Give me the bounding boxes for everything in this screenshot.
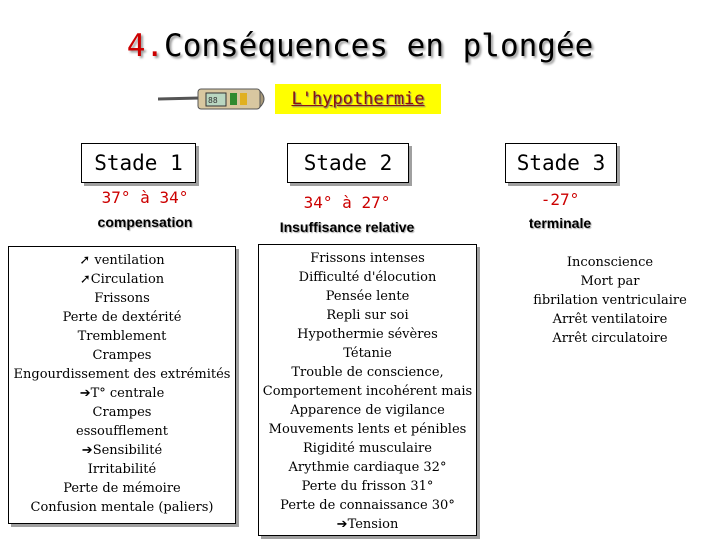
svg-text:88: 88	[208, 96, 218, 105]
sign-item: Apparence de vigilance	[290, 403, 445, 418]
sign-item: Frissons intenses	[310, 251, 425, 266]
sign-item: Arythmie cardiaque 32°	[288, 460, 447, 475]
stage-2-phase: Insuffisance relative	[279, 219, 415, 235]
stage-2-label: Stade 2	[287, 143, 409, 183]
sign-item: fibrilation ventriculaire	[533, 293, 687, 308]
sign-item: Perte du frisson 31°	[301, 479, 434, 494]
sign-item: ➔Sensibilité	[81, 443, 163, 458]
sign-item: Rigidité musculaire	[303, 441, 432, 456]
stage-3-temperature: -27°	[540, 190, 580, 209]
sign-item: ➚ ventilation	[79, 253, 165, 268]
sign-item: Repli sur soi	[326, 308, 409, 323]
sign-item: Tremblement	[77, 329, 167, 344]
sign-item: ➚Circulation	[79, 272, 165, 287]
sign-item: Arrêt ventilatoire	[552, 312, 668, 327]
stage-3-phase: terminale	[528, 215, 592, 231]
stage-3-signs	[515, 253, 705, 348]
page-title	[0, 28, 720, 64]
title-number: 4.	[126, 28, 165, 64]
sign-item: Perte de dextérité	[62, 310, 182, 325]
sign-item: Arrêt circulatoire	[552, 331, 668, 346]
sign-item: Pensée lente	[325, 289, 410, 304]
sign-item: Mouvements lents et pénibles	[268, 422, 467, 437]
sign-item: essoufflement	[76, 424, 168, 439]
stage-1-label: Stade 1	[81, 143, 196, 183]
sign-item: Trouble de conscience,	[291, 365, 444, 380]
stage-1-temperature: 37° à 34°	[101, 188, 189, 207]
sign-item: ➔T° centrale	[79, 386, 165, 401]
sign-item: Comportement incohérent mais	[262, 384, 473, 399]
sign-item: Inconscience	[566, 255, 654, 270]
subtitle: L'hypothermie	[275, 84, 441, 114]
stage-1-signs	[8, 246, 236, 524]
sign-item: Irritabilité	[87, 462, 157, 477]
sign-item: Difficulté d'élocution	[298, 270, 437, 285]
sign-item: Crampes	[92, 348, 152, 363]
sign-item: Confusion mentale (paliers)	[30, 500, 214, 515]
sign-item: Hypothermie sévères	[297, 327, 438, 342]
sign-item: Engourdissement des extrémités	[13, 367, 231, 382]
stage-1-phase: compensation	[97, 214, 193, 230]
thermometer-icon	[158, 85, 268, 113]
sign-item: Mort par	[580, 274, 640, 289]
sign-item: ➔Tension	[336, 517, 399, 532]
sign-item: Crampes	[92, 405, 152, 420]
stage-2-temperature: 34° à 27°	[303, 193, 391, 212]
stage-3-label: Stade 3	[505, 143, 617, 183]
sign-item: Tétanie	[343, 346, 392, 361]
sign-item: Perte de mémoire	[63, 481, 181, 496]
stage-2-signs	[258, 244, 477, 536]
sign-item: Perte de connaissance 30°	[280, 498, 455, 513]
title-text: Conséquences en plongée	[164, 28, 594, 64]
sign-item: Frissons	[94, 291, 150, 306]
